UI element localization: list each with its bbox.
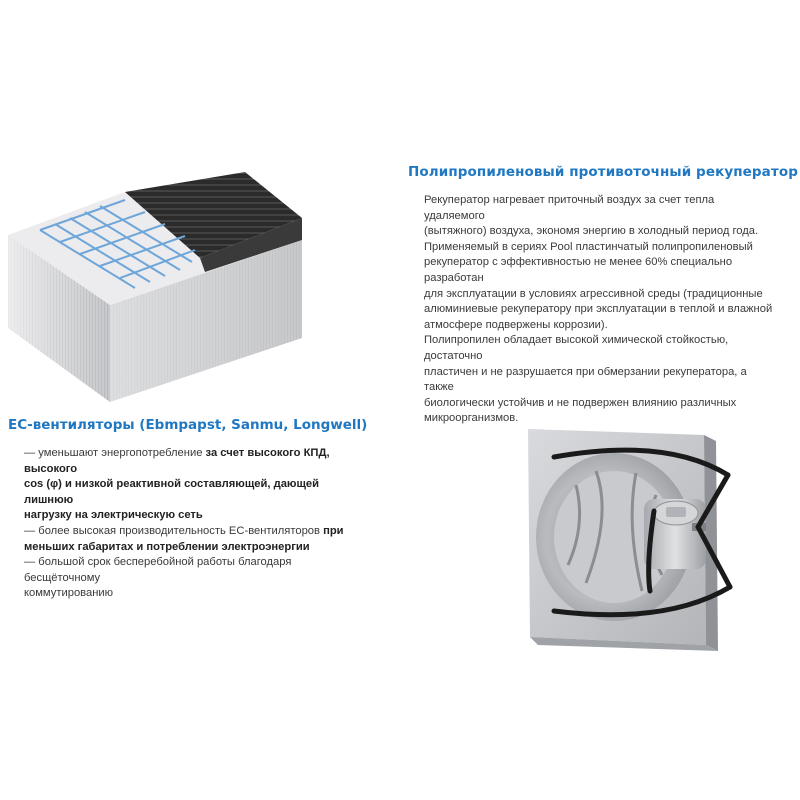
recuperator-line: рекуператор с эффективностью не менее 60% специально разработан <box>424 256 733 284</box>
ec-item-1-bold: за счет высокого КПД, высокого <box>24 447 330 475</box>
recuperator-line: микроорганизмов. <box>424 412 519 425</box>
ec-item-1-cont <box>24 477 364 508</box>
recuperator-description <box>424 193 774 427</box>
ec-item-2 <box>24 524 364 540</box>
ec-item-3-cont: коммутированию <box>24 587 114 600</box>
ec-fans-description <box>24 446 364 602</box>
recuperator-image <box>0 170 330 410</box>
ec-fan-image <box>516 415 776 665</box>
ec-item-1 <box>24 446 364 477</box>
ec-item-3: — большой срок бесперебойной работы благодаря бесщёточному <box>24 556 292 584</box>
recuperator-line: Применяемый в сериях Pool пластинчатый полипропиленовый <box>424 240 753 253</box>
recuperator-line: атмосфере подвержены коррозии). <box>424 318 608 331</box>
ec-item-1-bold: нагрузку на электрическую сеть <box>24 509 203 522</box>
ec-item-2-bold: меньших габаритах и потреблении электроэнергии <box>24 540 310 553</box>
recuperator-line: Полипропилен обладает высокой химической стойкостью, достаточно <box>424 334 729 362</box>
ec-item-2-text: — более высокая производительность ЕС-вентиляторов <box>24 524 324 537</box>
recuperator-line: биологически устойчив и не подвержен влиянию различных <box>424 396 737 409</box>
recuperator-line: пластичен и не разрушается при обмерзании рекуператора, а также <box>424 365 747 394</box>
recuperator-line: для эксплуатации в условиях агрессивной среды (традиционные <box>424 287 763 300</box>
ec-item-2-bold: при <box>323 524 344 537</box>
ec-item-1-text: — уменьшают энергопотребление <box>24 447 206 459</box>
ec-item-2-cont <box>24 540 364 556</box>
recuperator-heading: Полипропиленовый противоточный рекуператор <box>408 164 798 180</box>
ec-item-1-cont <box>24 508 364 524</box>
recuperator-line: Рекуператор нагревает приточный воздух за счет тепла удаляемого <box>424 194 715 222</box>
recuperator-line: алюминиевые рекуператору при эксплуатации в теплой и влажной <box>424 303 773 316</box>
ec-fans-heading: ЕС-вентиляторы (Ebmpapst, Sanmu, Longwell) <box>8 417 368 433</box>
ec-item-1-bold: cos (φ) и низкой реактивной составляющей, дающей лишнюю <box>24 478 320 506</box>
recuperator-line: (вытяжного) воздуха, экономя энергию в холодный период года. <box>424 225 759 238</box>
